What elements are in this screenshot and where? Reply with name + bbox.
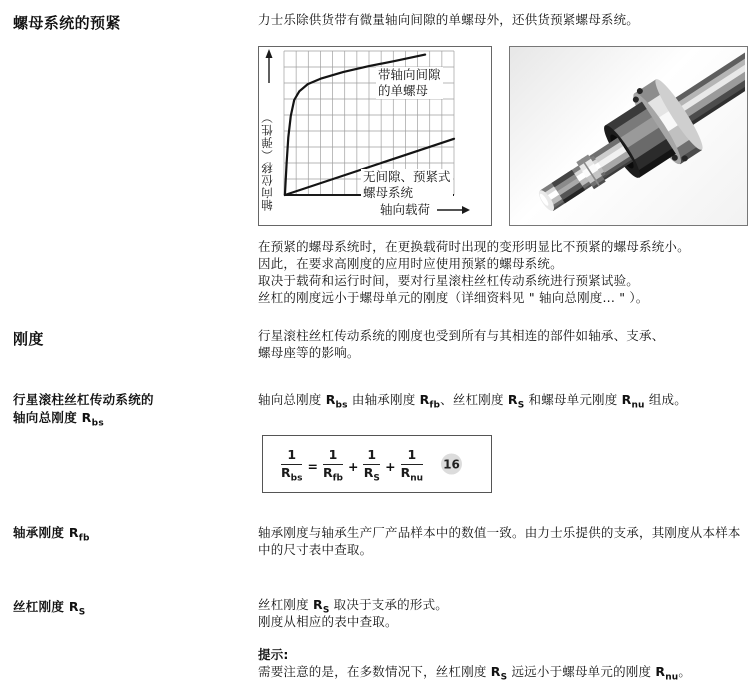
paragraph-line: 丝杠的刚度远小于螺母单元的刚度（详细资料见 " 轴向总刚度... " ）。 [258, 290, 649, 305]
stiffness-formula: $\frac{1}{R_{bs}}$ = $\frac{1}{R_{fb}}$ + $\frac{1}{R_S}$ + $\frac{1}{R_{nu}}$ 16 [262, 435, 492, 493]
fraction-rfb: $\frac{1}{R_{fb}}$ [322, 447, 343, 483]
section-heading-stiffness: 刚度 [13, 330, 44, 348]
section-heading-rbs: 行星滚柱丝杠传动系统的 轴向总刚度 $R_{bs}$ [13, 392, 154, 429]
fraction-rs: $\frac{1}{R_S}$ [363, 447, 380, 483]
screw-assembly-render [510, 47, 745, 223]
paragraph-line: 在预紧的螺母系统时，在更换载荷时出现的变形明显比不预紧的螺母系统小。 [258, 239, 690, 254]
screw-assembly-photo [509, 46, 748, 226]
screw-text: 丝杠刚度 $R_S$ 取决于支承的形式。 刚度从相应的表中查取。 提示: 需要注意的是，在多数情况下，丝杠刚度 $R_S$ 远远小于螺母单元的刚度 $R_{nu}$。 [258, 597, 692, 683]
rbs-text: 轴向总刚度 $R_{bs}$ 由轴承刚度 $R_{fb}$、丝杠刚度 $R_S$ 和螺母单元刚度 $R_{nu}$ 组成。 [258, 392, 687, 411]
section-heading-bearing-stiffness: 轴承刚度 $R_{fb}$ [13, 525, 90, 544]
curve-label-preloaded-system: 无间隙、预紧式 螺母系统 [363, 169, 451, 200]
fraction-rbs: $\frac{1}{R_{bs}}$ [281, 447, 303, 483]
note-text: 需要注意的是，在多数情况下，丝杠刚度 $R_S$ 远远小于螺母单元的刚度 $R_{nu}$。 [258, 664, 692, 683]
paragraph-line: 取决于载荷和运行时间，要对行星滚柱丝杠传动系统进行预紧试验。 [258, 273, 640, 288]
chart-x-axis-label: 轴向载荷 [380, 202, 431, 217]
note-label: 提示: [258, 647, 289, 662]
fraction-rnu: $\frac{1}{R_{nu}}$ [400, 447, 424, 483]
preload-paragraph [258, 238, 690, 306]
preload-intro-text: 力士乐除供货带有微量轴向间隙的单螺母外，还供货预紧螺母系统。 [258, 12, 640, 27]
curve-label-single-nut: 带轴向间隙 的单螺母 [378, 67, 441, 98]
bearing-text: 轴承刚度与轴承生产厂产品样本中的数值一致。由力士乐提供的支承，其刚度从本样本 中的尺寸表中查取。 [258, 525, 741, 557]
stiffness-text: 行星滚柱丝杠传动系统的刚度也受到所有与其相连的部件如轴承、支承、 螺母座等的影响。 [258, 328, 665, 360]
chart-y-axis-label: 轴向位移（弹性） [260, 111, 274, 211]
section-heading-screw-stiffness: 丝杠刚度 $R_S$ [13, 599, 86, 618]
equation-number-badge: 16 [441, 454, 462, 475]
stiffness-displacement-chart [258, 46, 492, 226]
section-heading-preload: 螺母系统的预紧 [13, 14, 121, 32]
paragraph-line: 因此，在要求高刚度的应用时应使用预紧的螺母系统。 [258, 256, 563, 271]
